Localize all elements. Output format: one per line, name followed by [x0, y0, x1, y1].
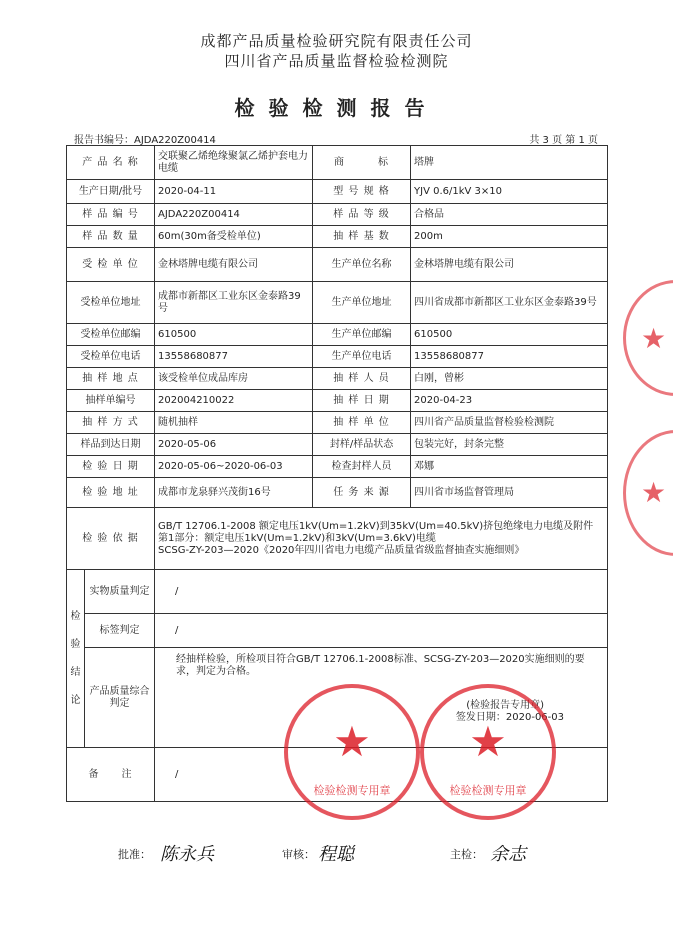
- label-trademark: 商 标: [313, 146, 411, 180]
- label-c3: 产品质量综合判定: [85, 648, 155, 748]
- value-c1: /: [155, 570, 608, 614]
- label-basis: 检 验 依 据: [67, 508, 155, 570]
- basis-line-2: 第1部分：额定电压1kV(Um=1.2kV)和3kV(Um=3.6kV)电缆: [158, 532, 436, 544]
- label-manu-zip: 生产单位邮编: [313, 324, 411, 346]
- label-sorg: 抽 样 单 位: [313, 412, 411, 434]
- label-grade: 样 品 等 级: [313, 204, 411, 226]
- label-seal: 封样/样品状态: [313, 434, 411, 456]
- value-sheet: 202004210022: [155, 390, 313, 412]
- value-model: YJV 0.6/1kV 3×10: [411, 180, 608, 204]
- edge-seal-2: [623, 430, 673, 560]
- star-icon: ★: [469, 717, 507, 766]
- label-conclusion: 检 验 结 论: [67, 570, 85, 748]
- value-manu-tel: 13558680877: [411, 346, 608, 368]
- edge-seal-1: [623, 280, 673, 400]
- label-place: 检 验 地 址: [67, 478, 155, 508]
- label-qty: 样 品 数 量: [67, 226, 155, 248]
- report-number: 报告书编号：AJDA220Z00414: [74, 135, 216, 146]
- value-client: 金林塔牌电缆有限公司: [155, 248, 313, 282]
- value-grade: 合格品: [411, 204, 608, 226]
- report-title: 检验检测报告: [234, 96, 439, 120]
- value-base: 200m: [411, 226, 608, 248]
- label-sample-no: 样 品 编 号: [67, 204, 155, 226]
- label-product-name: 产 品 名 称: [67, 146, 155, 180]
- value-manu-addr: 四川省成都市新都区工业东区金泰路39号: [411, 282, 608, 324]
- label-client: 受 检 单 位: [67, 248, 155, 282]
- value-method: 随机抽样: [155, 412, 313, 434]
- label-tdate: 检 验 日 期: [67, 456, 155, 478]
- label-c1: 实物质量判定: [85, 570, 155, 614]
- review-signature: 程聪: [318, 844, 354, 865]
- value-sampler: 白刚，曾彬: [411, 368, 608, 390]
- label-model: 型 号 规 格: [313, 180, 411, 204]
- label-sheet: 抽样单编号: [67, 390, 155, 412]
- label-sealer: 检查封样人员: [313, 456, 411, 478]
- value-client-addr: 成都市新都区工业东区金泰路39号: [155, 282, 313, 324]
- label-client-addr: 受检单位地址: [67, 282, 155, 324]
- seal-stamp-right: [420, 684, 556, 820]
- label-remark: 备 注: [67, 748, 155, 802]
- star-icon: ★: [641, 476, 667, 509]
- value-site: 该受检单位成品库房: [155, 368, 313, 390]
- label-sampler: 抽 样 人 员: [313, 368, 411, 390]
- label-arrive: 样品到达日期: [67, 434, 155, 456]
- c3-date: 签发日期：2020-06-03: [455, 712, 565, 723]
- value-client-tel: 13558680877: [155, 346, 313, 368]
- value-sdate: 2020-04-23: [411, 390, 608, 412]
- label-manu-tel: 生产单位电话: [313, 346, 411, 368]
- approve-label: 批准：: [118, 848, 151, 861]
- check-label: 主检：: [450, 848, 483, 861]
- basis-line-1: GB/T 12706.1-2008 额定电压1kV(Um=1.2kV)到35kV(Um=40.5kV)挤包绝缘电力电缆及附件: [158, 520, 594, 532]
- value-qty: 60m(30m备受检单位): [155, 226, 313, 248]
- label-manu: 生产单位名称: [313, 248, 411, 282]
- value-task: 四川省市场监督管理局: [411, 478, 608, 508]
- value-trademark: 塔牌: [411, 146, 608, 180]
- page-number: 共 3 页 第 1 页: [529, 135, 598, 146]
- check-signature: 余志: [490, 844, 526, 865]
- label-client-zip: 受检单位邮编: [67, 324, 155, 346]
- label-manu-addr: 生产单位地址: [313, 282, 411, 324]
- label-client-tel: 受检单位电话: [67, 346, 155, 368]
- label-sdate: 抽 样 日 期: [313, 390, 411, 412]
- c3-text: 经抽样检验，所检项目符合GB/T 12706.1-2008标准、SCSG-ZY-203—2020实施细则的要求，判定为合格。: [176, 654, 585, 677]
- seal-stamp-left: [284, 684, 420, 820]
- value-tdate: 2020-05-06~2020-06-03: [155, 456, 313, 478]
- value-sample-no: AJDA220Z00414: [155, 204, 313, 226]
- stamp-left-text: 检验检测专用章: [313, 784, 391, 797]
- label-c2: 标签判定: [85, 614, 155, 648]
- value-arrive: 2020-05-06: [155, 434, 313, 456]
- label-prod-date: 生产日期/批号: [67, 180, 155, 204]
- value-prod-date: 2020-04-11: [155, 180, 313, 204]
- value-sealer: 邓娜: [411, 456, 608, 478]
- value-client-zip: 610500: [155, 324, 313, 346]
- value-product-name: 交联聚乙烯绝缘聚氯乙烯护套电力电缆: [155, 146, 313, 180]
- basis-line-3: SCSG-ZY-203—2020《2020年四川省电力电缆产品质量省级监督抽查实施细则》: [158, 544, 525, 556]
- value-sorg: 四川省产品质量监督检验检测院: [411, 412, 608, 434]
- value-seal: 包装完好，封条完整: [411, 434, 608, 456]
- review-label: 审核：: [282, 848, 315, 861]
- star-icon: ★: [641, 322, 667, 355]
- label-site: 抽 样 地 点: [67, 368, 155, 390]
- value-basis: [155, 508, 608, 570]
- stamp-right-text: 检验检测专用章: [449, 784, 527, 797]
- label-task: 任 务 来 源: [313, 478, 411, 508]
- value-place: 成都市龙泉驿兴茂街16号: [155, 478, 313, 508]
- value-c2: /: [155, 614, 608, 648]
- value-manu: 金林塔牌电缆有限公司: [411, 248, 608, 282]
- label-method: 抽 样 方 式: [67, 412, 155, 434]
- c3-stamp-note: (检验报告专用章): [466, 700, 545, 711]
- value-remark: /: [155, 748, 608, 802]
- org-name-1: 成都产品质量检验研究院有限责任公司: [200, 32, 473, 50]
- label-base: 抽 样 基 数: [313, 226, 411, 248]
- approve-signature: 陈永兵: [160, 844, 214, 865]
- star-icon: ★: [333, 717, 371, 766]
- value-manu-zip: 610500: [411, 324, 608, 346]
- org-name-2: 四川省产品质量监督检验检测院: [224, 52, 449, 70]
